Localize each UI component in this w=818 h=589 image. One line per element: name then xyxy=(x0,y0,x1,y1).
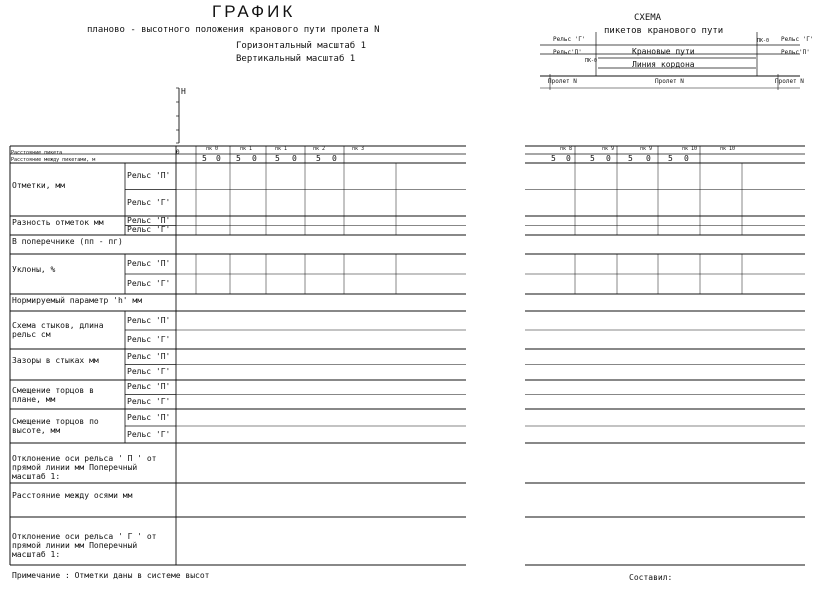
picket-label: пк 1 xyxy=(240,146,253,152)
row-label: Схема стыков, длина рельс см xyxy=(12,321,104,339)
row-label: Смещение торцов по высоте, мм xyxy=(12,417,99,435)
row-label: Отклонение оси рельса ' Г ' от прямой линии мм Поперечный масштаб 1: xyxy=(12,532,157,559)
horizontal-scale: Горизонтальный масштаб 1 xyxy=(236,41,367,51)
row-label: Отклонение оси рельса ' П ' от прямой линии мм Поперечный масштаб 1: xyxy=(12,454,157,481)
rail-label: Рельс 'П' xyxy=(127,315,171,325)
subdivision-label: 0 xyxy=(252,154,257,163)
rail-label: Рельс 'Г' xyxy=(127,334,171,344)
picket-label: пк 1 xyxy=(275,146,288,152)
footer-signature: Составил: xyxy=(629,573,673,582)
row-label: Нормируемый параметр 'h' мм xyxy=(12,296,143,305)
rail-label: Рельс 'Г' xyxy=(127,367,171,377)
scheme-crane-tracks: Крановые пути xyxy=(632,47,695,56)
right-subdivision-label: 0 xyxy=(684,154,689,163)
rail-label: Рельс 'Г' xyxy=(127,197,171,207)
rail-label: Рельс 'Г' xyxy=(127,396,171,406)
subdivision-label: 5 xyxy=(202,154,207,163)
picket-label: пк 3 xyxy=(352,146,365,152)
subdivision-label: 0 xyxy=(292,154,297,163)
scheme-cordon-line: Линия кордона xyxy=(632,60,695,69)
rail-label: Рельс 'Г' xyxy=(127,225,171,235)
right-subdivision-label: 0 xyxy=(646,154,651,163)
header-zero: 0 xyxy=(176,149,180,156)
rail-label: Рельс 'Г' xyxy=(127,279,171,288)
row-label: Зазоры в стыках мм xyxy=(12,355,99,365)
rail-label: Рельс 'П' xyxy=(127,215,171,225)
right-picket-label: пк 10 xyxy=(682,146,698,152)
row-label: Расстояние между осями мм xyxy=(12,491,133,500)
rail-label: Рельс 'Г' xyxy=(127,429,171,439)
scheme-rail-right-top: Рельс 'Г' xyxy=(781,36,814,43)
scheme-axis-right: Пролет N xyxy=(775,78,804,85)
scheme-subtitle: пикетов кранового пути xyxy=(604,26,724,36)
right-subdivision-label: 5 xyxy=(628,154,633,163)
right-subdivision-label: 5 xyxy=(590,154,595,163)
row-label: Смещение торцов в плане, мм xyxy=(12,385,94,404)
row-label: В поперечнике (пп - пг) xyxy=(12,237,123,246)
page-subtitle: планово - высотного положения кранового пути пролета N xyxy=(87,25,380,35)
rail-label: Рельс 'П' xyxy=(127,259,171,268)
scheme-axis-left: Пролет N xyxy=(548,78,577,85)
scheme-pk-left: ПК-0 xyxy=(585,58,598,64)
right-subdivision-label: 0 xyxy=(606,154,611,163)
right-picket-label: пк 9 xyxy=(602,146,615,152)
scheme-rail-left-bottom: Рельс'П' xyxy=(553,49,582,56)
rail-label: Рельс 'П' xyxy=(127,412,171,422)
row-label: Уклоны, % xyxy=(12,265,56,274)
scheme-rail-right-bottom: Рельс'П' xyxy=(781,49,810,56)
vertical-scale: Вертикальный масштаб 1 xyxy=(236,54,356,64)
row-label: Разность отметок мм xyxy=(12,218,104,227)
rail-label: Рельс 'П' xyxy=(127,351,171,361)
header-distance-between: Расстояние между пикетами, м xyxy=(11,157,96,163)
rail-label: Рельс 'П' xyxy=(127,382,171,392)
right-picket-label: пк 9 xyxy=(640,146,653,152)
right-subdivision-label: 5 xyxy=(668,154,673,163)
scheme-title: СХЕМА xyxy=(634,13,662,23)
rail-label: Рельс 'П' xyxy=(127,171,171,181)
subdivision-label: 0 xyxy=(216,154,221,163)
subdivision-label: 5 xyxy=(316,154,321,163)
h-axis-mark: H xyxy=(181,87,186,96)
right-picket-label: пк 10 xyxy=(720,146,736,152)
scheme-axis-center: Пролет N xyxy=(655,78,684,85)
page-title: ГРАФИК xyxy=(212,2,296,21)
picket-label: пк 2 xyxy=(313,146,326,152)
right-subdivision-label: 0 xyxy=(566,154,571,163)
right-picket-label: пк 8 xyxy=(560,146,573,152)
subdivision-label: 5 xyxy=(275,154,280,163)
header-distance-picket: Расстояние пикета xyxy=(11,150,63,156)
picket-label: пк 0 xyxy=(206,146,219,152)
footer-note: Примечание : Отметки даны в системе высот xyxy=(12,571,210,580)
row-label: Отметки, мм xyxy=(12,180,65,190)
right-subdivision-label: 5 xyxy=(551,154,556,163)
subdivision-label: 5 xyxy=(236,154,241,163)
subdivision-label: 0 xyxy=(332,154,337,163)
scheme-rail-left-top: Рельс 'Г' xyxy=(553,36,586,43)
scheme-pk-right: ПК-0 xyxy=(757,38,770,44)
